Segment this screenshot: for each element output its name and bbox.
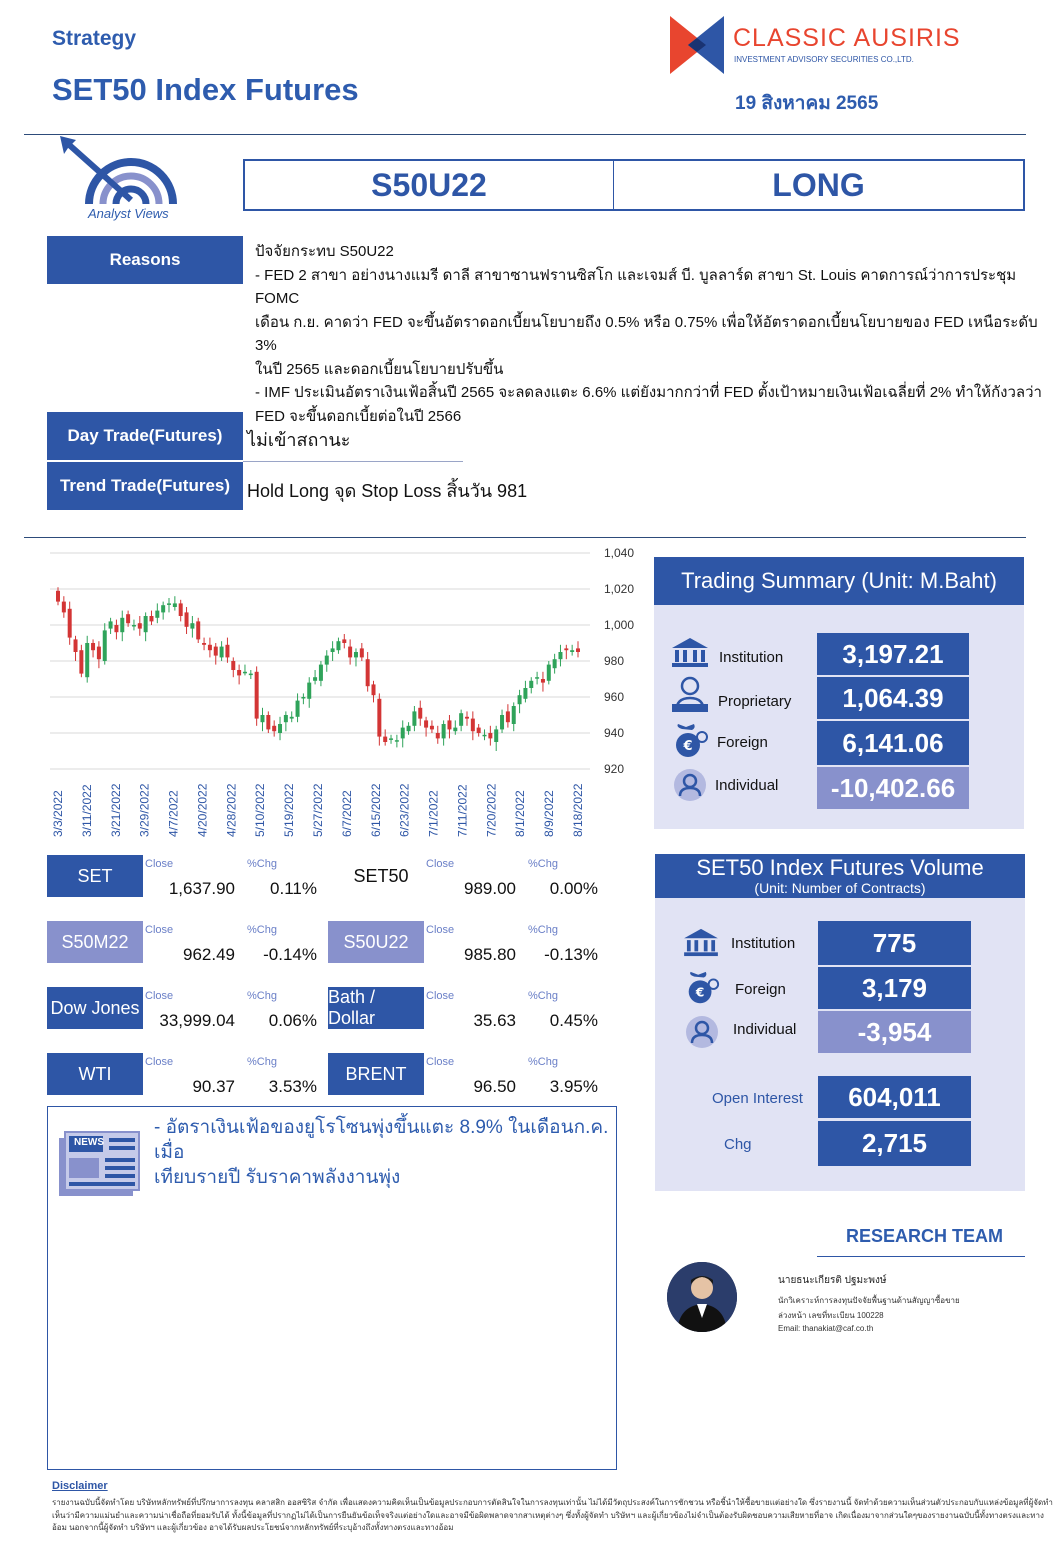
candle-body	[167, 603, 171, 605]
candle-body	[389, 738, 393, 740]
candle-body	[196, 621, 200, 639]
candle-body	[190, 623, 194, 628]
candle-body	[68, 609, 72, 638]
chg-caption: %Chg	[247, 924, 277, 936]
candle-body	[483, 735, 487, 737]
analyst-portrait-icon	[667, 1262, 737, 1332]
x-tick-label: 6/15/2022	[368, 783, 383, 837]
summary-label: Foreign	[717, 734, 768, 751]
candle-body	[237, 670, 241, 675]
candle-body	[383, 737, 387, 742]
candle-body	[313, 677, 317, 681]
candle-body	[488, 733, 492, 738]
oi-chg-value: 2,715	[818, 1121, 971, 1166]
x-tick-label: 8/18/2022	[571, 783, 585, 837]
candle-body	[459, 713, 463, 726]
open-interest-label: Open Interest	[712, 1090, 803, 1107]
disclaimer-text: รายงานฉบับนี้จัดทำโดย บริษัทหลักทรัพย์ที่ปรึกษาการลงทุน คลาสสิก ออสซิริส จำกัด เพื่อแสดงความคิดเห็นเป็นข้อมูลประกอบการตัดสินใจในการลงทุนเท่านั้น ไม่ได้มีวัตถุประสงค์ในการชักชวน หรือชี้นำให้ซื้อขายแต่อย่างใด ซึ่งรายงานนี้ จัดทำด้วยความเห็นส่วนตัวประกอบกับแหล่งข้อมูลที่ผู้จัดทำเห็นว่ามีความแม่นยำและความน่าเชื่อถือที่ยอมรับได้ ทั้งนี้ข้อมูลที่ปรากฏไม่ได้เป็นการยืนยันข้อเท็จจริงแต่อย่างใดและอาจมีข้อผิดพลาดจากสาเหตุต่างๆ ซึ่งทั้งผู้จัดทำ บริษัทฯ และผู้เกี่ยวข้องไม่จำเป็นต้องรับผิดชอบความเสียหายที่อาจ เกิดเนื่องมาจากส่วนใดๆของรายงานฉบับนี้ทั้งทางตรงและทางอ้อม นอกจากนี้ผู้จัดทำ บริษัทฯ และผู้เกี่ยวข้อง อาจได้รับผลประโยชน์จากหลักทรัพย์ที่ระบุอ้างถึงทั้งทางตรงและทางอ้อม	[52, 1498, 1053, 1532]
candle-body	[278, 724, 282, 733]
index-name: Dow Jones	[47, 987, 143, 1029]
candle-body	[79, 650, 83, 673]
candle-body	[114, 625, 118, 632]
candle-body	[126, 614, 130, 623]
volume-label: Foreign	[735, 981, 786, 998]
candle-body	[266, 715, 270, 729]
candle-body	[272, 726, 276, 731]
volume-value: -3,954	[818, 1011, 971, 1053]
x-tick-label: 7/1/2022	[426, 790, 441, 837]
index-name: S50M22	[47, 921, 143, 963]
candle-body	[465, 717, 469, 719]
candle-body	[541, 679, 545, 683]
volume-title: SET50 Index Futures Volume	[696, 855, 984, 880]
candle-body	[535, 677, 539, 679]
candle-body	[407, 726, 411, 731]
candle-body	[144, 616, 148, 632]
candle-body	[109, 621, 113, 628]
candle-body	[161, 605, 165, 612]
chg-value: 3.95%	[549, 1077, 598, 1096]
candle-body	[523, 688, 527, 699]
reason-line: FED จะขึ้นดอกเบี้ยต่อในปี 2566	[255, 407, 462, 425]
candle-body	[553, 659, 557, 668]
open-interest-value: 604,011	[818, 1076, 971, 1118]
x-tick-label: 3/11/2022	[79, 784, 94, 837]
candle-body	[547, 665, 551, 681]
close-caption: Close	[145, 990, 174, 1002]
brand-subtitle: INVESTMENT ADVISORY SECURITIES CO.,LTD.	[734, 55, 914, 64]
candle-body	[412, 711, 416, 725]
index-name: SET	[47, 855, 143, 897]
y-tick-label: 1,000	[604, 618, 635, 632]
chg-caption: %Chg	[247, 990, 277, 1002]
candle-body	[570, 650, 574, 652]
chg-caption: %Chg	[528, 858, 558, 870]
candle-body	[149, 616, 153, 621]
x-tick-label: 5/10/2022	[253, 783, 268, 837]
candle-body	[506, 711, 510, 722]
candle-body	[436, 733, 440, 738]
x-tick-label: 8/9/2022	[542, 790, 557, 837]
candle-body	[442, 724, 446, 738]
classic-ausiris-logo-icon	[666, 14, 728, 76]
page-title: SET50 Index Futures	[52, 72, 359, 107]
candle-body	[395, 740, 399, 742]
candle-body	[336, 641, 340, 650]
candle-body	[564, 648, 568, 650]
chg-caption: %Chg	[528, 924, 558, 936]
candle-body	[518, 695, 522, 704]
contract-code: S50U22	[245, 161, 614, 209]
summary-value: -10,402.66	[817, 767, 969, 809]
candle-body	[132, 625, 136, 627]
summary-value: 6,141.06	[817, 721, 969, 765]
candle-body	[372, 684, 376, 695]
chg-value: -0.13%	[544, 945, 598, 964]
candle-body	[558, 652, 562, 659]
x-tick-label: 3/29/2022	[137, 783, 152, 837]
day-trade-label: Day Trade(Futures)	[47, 412, 243, 460]
reason-line: ปัจจัยกระทบ S50U22	[255, 243, 394, 260]
analyst-license: ล่วงหน้า เลขที่ทะเบียน 100228	[778, 1311, 884, 1320]
volume-value: 775	[818, 921, 971, 965]
reason-line: - IMF ประเมินอัตราเงินเฟ้อสิ้นปี 2565 จะลดลงแตะ 6.6% แต่ยังมากกว่าที่ FED ตั้งเป้าหมายเงินเฟ้อเฉลี่ยที่ 2% ทำให้กังวลว่า	[255, 384, 1042, 401]
candle-body	[576, 648, 580, 652]
y-tick-label: 1,020	[604, 582, 635, 596]
close-caption: Close	[145, 858, 174, 870]
close-caption: Close	[426, 1056, 455, 1068]
chg-caption: %Chg	[528, 1056, 558, 1068]
trend-trade-label: Trend Trade(Futures)	[47, 462, 243, 510]
index-name: WTI	[47, 1053, 143, 1095]
candle-body	[494, 729, 498, 742]
chg-value: 3.53%	[268, 1077, 317, 1096]
chg-caption: %Chg	[247, 858, 277, 870]
foreign-money-icon	[683, 970, 721, 1006]
chg-caption: %Chg	[528, 990, 558, 1002]
x-tick-label: 4/20/2022	[195, 783, 210, 837]
summary-label: Individual	[715, 777, 779, 794]
candle-body	[418, 708, 422, 719]
reason-line: เดือน ก.ย. คาดว่า FED จะขึ้นอัตราดอกเบี้ยนโยบายถึง 0.5% หรือ 0.75% เพื่อให้อัตราดอกเบี้ยนโยบายของ FED เหนือระดับ 3%	[255, 313, 1038, 354]
x-tick-label: 6/7/2022	[339, 790, 354, 837]
candle-body	[319, 665, 323, 681]
candle-body	[214, 647, 218, 656]
candle-body	[477, 728, 481, 733]
candle-body	[220, 647, 224, 658]
candle-body	[179, 603, 183, 616]
day-trade-value: ไม่เข้าสถานะ	[247, 430, 351, 450]
svg-text:€: €	[683, 739, 693, 754]
analyst-email[interactable]: Email: thanakiat@caf.co.th	[778, 1324, 874, 1333]
index-name: BRENT	[328, 1053, 424, 1095]
candle-body	[360, 648, 364, 657]
volume-header	[655, 854, 1025, 898]
candle-body	[208, 645, 212, 650]
volume-value: 3,179	[818, 967, 971, 1009]
institution-icon	[680, 927, 722, 957]
analyst-name: นายธนะเกียรติ ปฐมะพงษ์	[778, 1275, 887, 1286]
candle-body	[342, 639, 346, 643]
brand-name: CLASSIC AUSIRIS	[733, 24, 961, 52]
institution-icon	[670, 636, 710, 668]
summary-label: Proprietary	[718, 693, 792, 710]
close-caption: Close	[426, 924, 455, 936]
y-tick-label: 940	[604, 726, 625, 740]
candle-body	[260, 715, 264, 722]
index-name: Bath / Dollar	[328, 987, 424, 1029]
candle-body	[185, 612, 189, 626]
candle-body	[74, 639, 78, 652]
y-tick-label: 960	[604, 690, 625, 704]
x-tick-label: 4/28/2022	[224, 783, 239, 837]
summary-label: Institution	[719, 649, 784, 666]
y-tick-label: 1,040	[604, 546, 635, 560]
candle-body	[85, 643, 89, 677]
candle-body	[296, 701, 300, 717]
x-tick-label: 8/1/2022	[513, 790, 528, 837]
chg-value: 0.00%	[549, 879, 598, 898]
candle-body	[331, 648, 335, 652]
candle-body	[325, 656, 329, 665]
close-caption: Close	[145, 924, 174, 936]
candle-body	[255, 672, 259, 719]
close-caption: Close	[145, 1056, 174, 1068]
candle-body	[500, 715, 504, 729]
close-value: 1,637.90	[168, 879, 235, 898]
disclaimer-title: Disclaimer	[52, 1480, 108, 1492]
reasons-label: Reasons	[47, 236, 243, 284]
candle-body	[453, 728, 457, 732]
reasons-text	[255, 240, 1055, 428]
candle-body	[225, 645, 229, 658]
analyst-role: นักวิเคราะห์การลงทุนปัจจัยพื้นฐานด้านสัญญาซื้อขาย	[778, 1296, 960, 1305]
close-value: 90.37	[192, 1077, 235, 1096]
candle-body	[231, 661, 235, 670]
position-direction: LONG	[772, 166, 865, 203]
s50-candlestick-chart	[30, 545, 642, 845]
candle-body	[447, 720, 451, 729]
x-tick-label: 3/3/2022	[51, 790, 65, 837]
close-caption: Close	[426, 858, 455, 870]
chg-value: 0.06%	[268, 1011, 317, 1030]
analyst-views-label: Analyst Views	[88, 206, 169, 221]
candle-body	[91, 643, 95, 650]
candle-body	[173, 603, 177, 607]
candle-body	[424, 720, 428, 727]
x-tick-label: 7/11/2022	[455, 784, 470, 837]
candle-body	[249, 674, 253, 676]
close-value: 985.80	[464, 945, 516, 964]
candle-body	[155, 611, 159, 618]
candle-body	[301, 697, 305, 699]
close-value: 96.50	[473, 1077, 516, 1096]
candle-body	[138, 623, 142, 628]
summary-value: 3,197.21	[817, 633, 969, 675]
news-text	[154, 1115, 609, 1190]
candle-body	[103, 630, 107, 661]
oi-chg-label: Chg	[724, 1136, 752, 1153]
x-tick-label: 6/23/2022	[397, 783, 412, 837]
chg-value: 0.11%	[270, 879, 317, 898]
foreign-money-icon	[670, 723, 710, 759]
candle-body	[430, 726, 434, 730]
close-caption: Close	[426, 990, 455, 1002]
category-label: Strategy	[52, 27, 137, 50]
x-tick-label: 7/20/2022	[484, 783, 499, 837]
person-icon	[685, 1015, 719, 1049]
candle-body	[243, 672, 247, 674]
y-tick-label: 980	[604, 654, 625, 668]
candle-body	[284, 715, 288, 722]
candle-body	[377, 699, 381, 737]
x-tick-label: 5/27/2022	[311, 783, 325, 837]
news-icon-label: NEWS	[74, 1137, 104, 1148]
x-tick-label: 5/19/2022	[282, 783, 297, 837]
y-tick-label: 920	[604, 762, 625, 776]
chg-value: 0.45%	[549, 1011, 598, 1030]
candle-body	[366, 659, 370, 686]
candle-body	[307, 683, 311, 699]
x-tick-label: 3/21/2022	[108, 783, 123, 837]
trend-trade-value: Hold Long จุด Stop Loss สิ้นวัน 981	[247, 481, 528, 501]
candle-body	[348, 647, 352, 658]
candle-body	[62, 602, 66, 613]
report-date: 19 สิงหาคม 2565	[735, 93, 879, 114]
trading-summary-title: Trading Summary (Unit: M.Baht)	[654, 557, 1024, 605]
chg-value: -0.14%	[263, 945, 317, 964]
candle-body	[120, 618, 124, 632]
position-box	[243, 159, 1025, 211]
volume-label: Institution	[731, 935, 796, 952]
close-value: 989.00	[464, 879, 516, 898]
news-line: เทียบรายปี รับราคาพลังงานพุ่ง	[154, 1167, 401, 1188]
reason-line: ในปี 2565 และดอกเบี้ยนโยบายปรับขึ้น	[255, 360, 504, 378]
candle-body	[97, 647, 101, 660]
svg-text:€: €	[695, 985, 705, 1000]
index-name: SET50	[353, 865, 409, 886]
index-name: S50U22	[328, 921, 424, 963]
news-line: - อัตราเงินเฟ้อของยูโรโซนพุ่งขึ้นแตะ 8.9% ในเดือนก.ค. เมื่อ	[154, 1117, 609, 1163]
reason-line: - FED 2 สาขา อย่างนางแมรี ดาลี สาขาซานฟรานซิสโก และเจมส์ บี. บูลลาร์ด สาขา St. Louis คาดการณ์ว่าการประชุม FOMC	[255, 266, 1017, 307]
candle-body	[354, 652, 358, 657]
volume-subtitle: (Unit: Number of Contracts)	[754, 880, 926, 896]
x-tick-label: 4/7/2022	[166, 790, 181, 837]
candle-body	[290, 717, 294, 719]
candle-body	[471, 719, 475, 732]
candle-body	[202, 643, 206, 645]
close-value: 962.49	[183, 945, 235, 964]
chg-caption: %Chg	[247, 1056, 277, 1068]
close-value: 33,999.04	[159, 1011, 235, 1030]
candle-body	[401, 728, 405, 739]
person-icon	[673, 768, 707, 802]
analyst-avatar	[667, 1262, 737, 1332]
volume-label: Individual	[733, 1021, 797, 1038]
proprietary-icon	[670, 676, 710, 714]
candle-body	[529, 681, 533, 688]
candle-body	[56, 591, 60, 602]
close-value: 35.63	[473, 1011, 516, 1030]
candle-body	[512, 706, 516, 724]
research-team-title: RESEARCH TEAM	[846, 1226, 1004, 1246]
summary-value: 1,064.39	[817, 677, 969, 719]
